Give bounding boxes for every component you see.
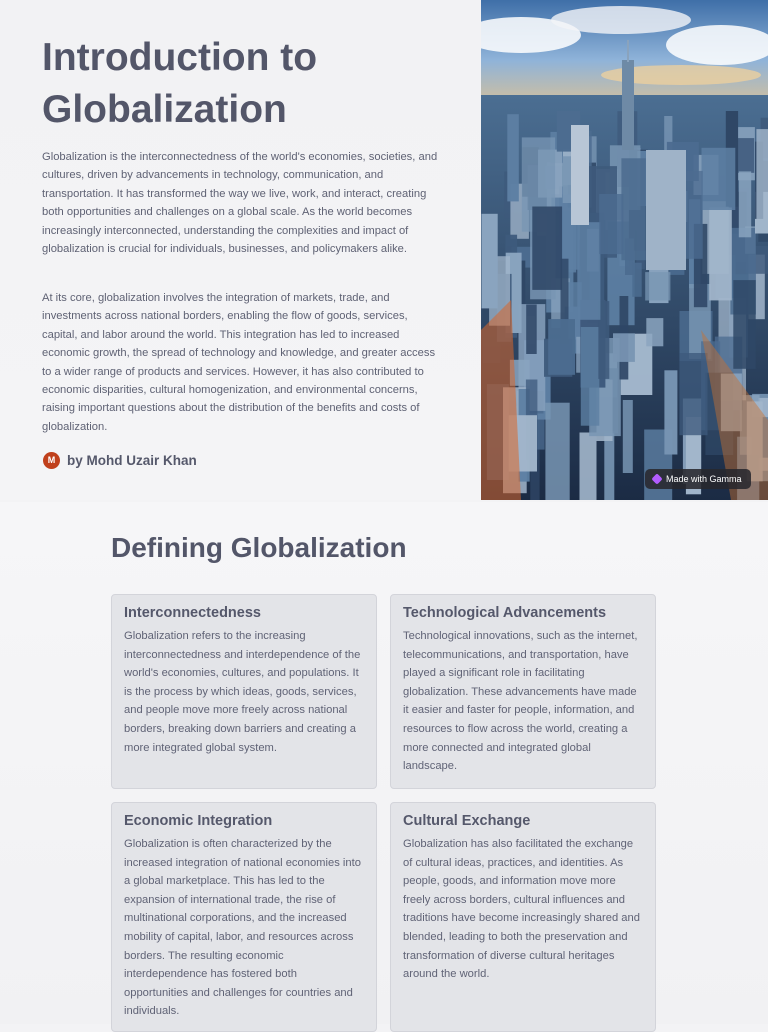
gamma-logo-icon: [651, 473, 662, 484]
card-title: Cultural Exchange: [403, 813, 643, 829]
author-name: by Mohd Uzair Khan: [67, 453, 197, 468]
card-body: Globalization refers to the increasing interconnectedness and interdependence of the world's economies, cultures, and populations. It is the process by which ideas, goods, services, and people move more freely across national borders, breaking down barriers and creating a more integrated global system.: [124, 627, 364, 757]
card-body: Globalization is often characterized by the increased integration of national economies into a global marketplace. This has led to the expansion of international trade, the rise of multinational corporations, and the increased mobility of capital, labor, and resources across borders. The resulting economic interdependence has fostered both opportunities and challenges for countries and individuals.: [124, 835, 364, 1021]
badge-label: Made with Gamma: [666, 474, 742, 484]
card-title: Interconnectedness: [124, 605, 364, 621]
card-economic-integration: [111, 802, 377, 1032]
avatar: M: [43, 452, 60, 469]
card-cultural-exchange: [390, 802, 656, 1032]
slide-title: Introduction to Globalization: [42, 32, 462, 136]
card-body: Technological innovations, such as the internet, telecommunications, and transportation, have played a significant role in facilitating globalization. These advancements have made it easier and faster for people, information, and resources to flow across the world, creating a more connected and integrated global landscape.: [403, 627, 643, 776]
intro-paragraph-2: At its core, globalization involves the integration of markets, trade, and investments across national borders, enabling the flow of goods, services, capital, and labor around the world. This integration has led to increased economic growth, the spread of technology and knowledge, and greater access to a wider range of products and services. However, it has also contributed to economic disparities, cultural homogenization, and environmental concerns, raising important questions about the distribution of the benefits and costs of globalization.: [42, 289, 442, 436]
city-skyline-image: [481, 0, 768, 500]
intro-paragraph-1: Globalization is the interconnectedness of the world's economies, societies, and cultures, driven by advancements in technology, communication, and transportation. It has transformed the way we live, work, and interact, creating both opportunities and challenges on a global scale. As the world becomes increasingly interconnected, understanding the complexities and impact of globalization is crucial for individuals, businesses, and policymakers alike.: [42, 148, 442, 258]
card-technological-advancements: [390, 594, 656, 789]
made-with-badge[interactable]: [645, 469, 751, 489]
title-slide: [0, 0, 768, 500]
section-title: Defining Globalization: [111, 532, 407, 564]
card-interconnectedness: [111, 594, 377, 789]
card-body: Globalization has also facilitated the exchange of cultural ideas, practices, and identities. As people, goods, and information move more freely across borders, cultural influences and traditions have become increasingly shared and blended, leading to both the preservation and transformation of diverse cultural heritages around the world.: [403, 835, 643, 984]
defining-slide: [0, 502, 768, 1024]
author-byline[interactable]: [43, 450, 197, 470]
card-title: Technological Advancements: [403, 605, 643, 621]
card-title: Economic Integration: [124, 813, 364, 829]
